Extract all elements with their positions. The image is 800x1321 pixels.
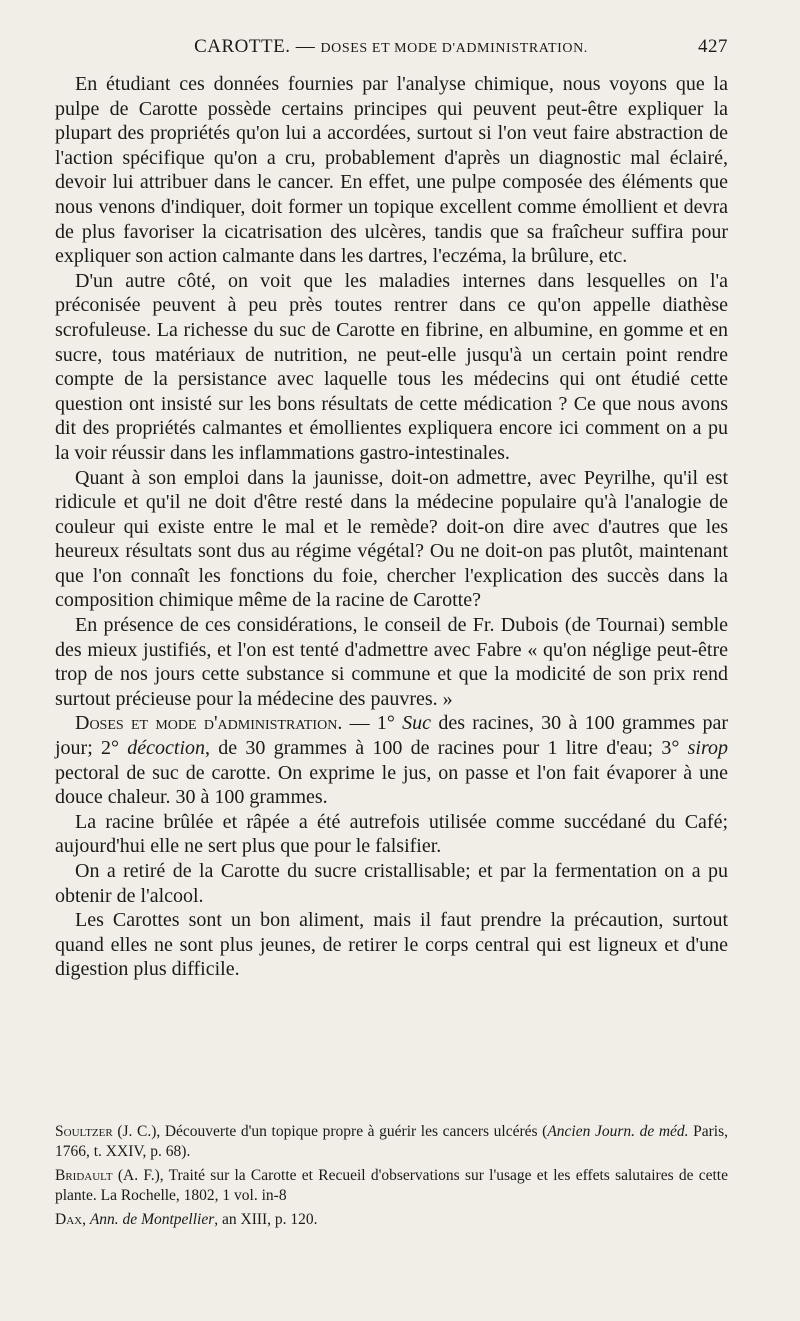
doses-term: sirop xyxy=(687,737,728,760)
doses-text: pectoral de suc de carotte. On exprime le jus, on passe et l'on fait évaporer à une douce chaleur. 30 à 100 grammes. xyxy=(55,761,728,809)
footnote xyxy=(55,1210,728,1230)
footnote-rest: , an XIII, p. 120. xyxy=(214,1211,318,1228)
paragraph: La racine brûlée et râpée a été autrefois utilisée comme succédané du Café; aujourd'hui elle ne sert plus que pour le falsifier. xyxy=(55,810,728,858)
doses-heading: Doses et mode d'administration. xyxy=(75,712,343,735)
footnote-text: (A. F.), Traité sur la Carotte et Recueil d'observations sur l'usage et les effets salutaires de cette plante. La Rochelle, 1802, 1 vol. in-8 xyxy=(55,1167,728,1204)
paragraph: Les Carottes sont un bon aliment, mais il faut prendre la précaution, surtout quand elles ne sont plus jeunes, de retirer le corps central qui est ligneux et d'une digestion plus difficile. xyxy=(55,909,728,981)
page-number: 427 xyxy=(698,36,728,57)
footnote-source: Ancien Journ. de méd. xyxy=(547,1123,689,1140)
footnote-source: Ann. de Montpellier xyxy=(89,1211,215,1228)
doses-term: Suc xyxy=(402,712,432,735)
paragraph: D'un autre côté, on voit que les maladies internes dans lesquelles on l'a préconisée peuvent à peu près toutes rentrer dans ce qu'on appelle diathèse scrofuleuse. La richesse du suc de Carotte en fibrine, en albumine, en gomme et en sucre, tous matériaux de nutrition, ne peut-elle jusqu'à un certain point rendre compte de la persistance avec laquelle tous les médecins qui ont étudié cette question ont insisté sur les bons résultats de cette médication ? Ce que nous avons dit des propriétés calmantes et émollientes expliquera encore ici comment on a pu la voir réussir dans les inflammations gastro-intestinales. xyxy=(55,269,728,464)
doses-paragraph xyxy=(55,711,728,809)
footnote-text: , xyxy=(82,1211,90,1228)
footnotes xyxy=(55,1122,728,1234)
footnote-text: (J. C.), Découverte d'un topique propre à guérir les cancers ulcérés ( xyxy=(112,1123,548,1140)
footnote-rest: Paris, 1766, t. XXIV, p. 68). xyxy=(55,1123,729,1160)
footnote xyxy=(55,1166,728,1206)
footnote xyxy=(55,1122,728,1162)
paragraph: En présence de ces considérations, le conseil de Fr. Dubois (de Tournai) semble des mieux justifiés, et l'on est tenté d'admettre avec Fabre « qu'on néglige peut-être trop de nos jours cette substance si commune et que la modicité de son prix rend surtout précieuse pour la médecine des pauvres. » xyxy=(55,614,728,710)
paragraph: Quant à son emploi dans la jaunisse, doit-on admettre, avec Peyrilhe, qu'il est ridicule et qu'il ne doit d'être resté dans la médecine populaire qu'à l'analogie de couleur qui existe entre le mal et le remède? doit-on dire avec d'autres que les heureux résultats sont dus au régime végétal? Ou ne doit-on pas plutôt, maintenant que l'on connaît les fonctions du foie, chercher l'explication des succès dans la composition chimique même de la racine de Carotte? xyxy=(55,466,728,612)
running-title-sub: DOSES ET MODE D'ADMINISTRATION. xyxy=(320,41,588,56)
footnote-author: Dax xyxy=(55,1211,83,1228)
doses-text: , de 30 grammes à 100 de racines pour 1 litre d'eau; 3° xyxy=(205,737,688,760)
paragraph: On a retiré de la Carotte du sucre cristallisable; et par la fermentation on a pu obtenir de l'alcool. xyxy=(55,860,728,907)
running-title xyxy=(54,36,728,58)
doses-term: décoction xyxy=(127,737,206,760)
running-head xyxy=(54,36,728,66)
footnote-author: Soultzer xyxy=(55,1123,113,1140)
body-text xyxy=(55,72,728,982)
footnote-author: Bridault xyxy=(55,1167,113,1184)
running-title-main: CAROTTE. — xyxy=(194,36,316,57)
paragraph: En étudiant ces données fournies par l'analyse chimique, nous voyons que la pulpe de Carotte possède certains principes qui peuvent peut-être expliquer la plupart des propriétés qu'on lui a accordées, surtout si l'on veut faire abstraction de l'action spécifique qu'on a cru, probablement d'après un diagnostic mal éclairé, devoir lui attribuer dans le cancer. En effet, une pulpe composée des éléments que nous venons d'indiquer, doit former un topique excellent comme émollient et devra de plus favoriser la cicatrisation des ulcères, tandis que sa fraîcheur suffira pour expliquer son action calmante dans les dartres, l'eczéma, la brûlure, etc. xyxy=(55,73,728,268)
doses-text: des racines, 30 à 100 grammes par jour; 2° xyxy=(55,712,728,760)
doses-text: — 1° xyxy=(342,712,403,735)
